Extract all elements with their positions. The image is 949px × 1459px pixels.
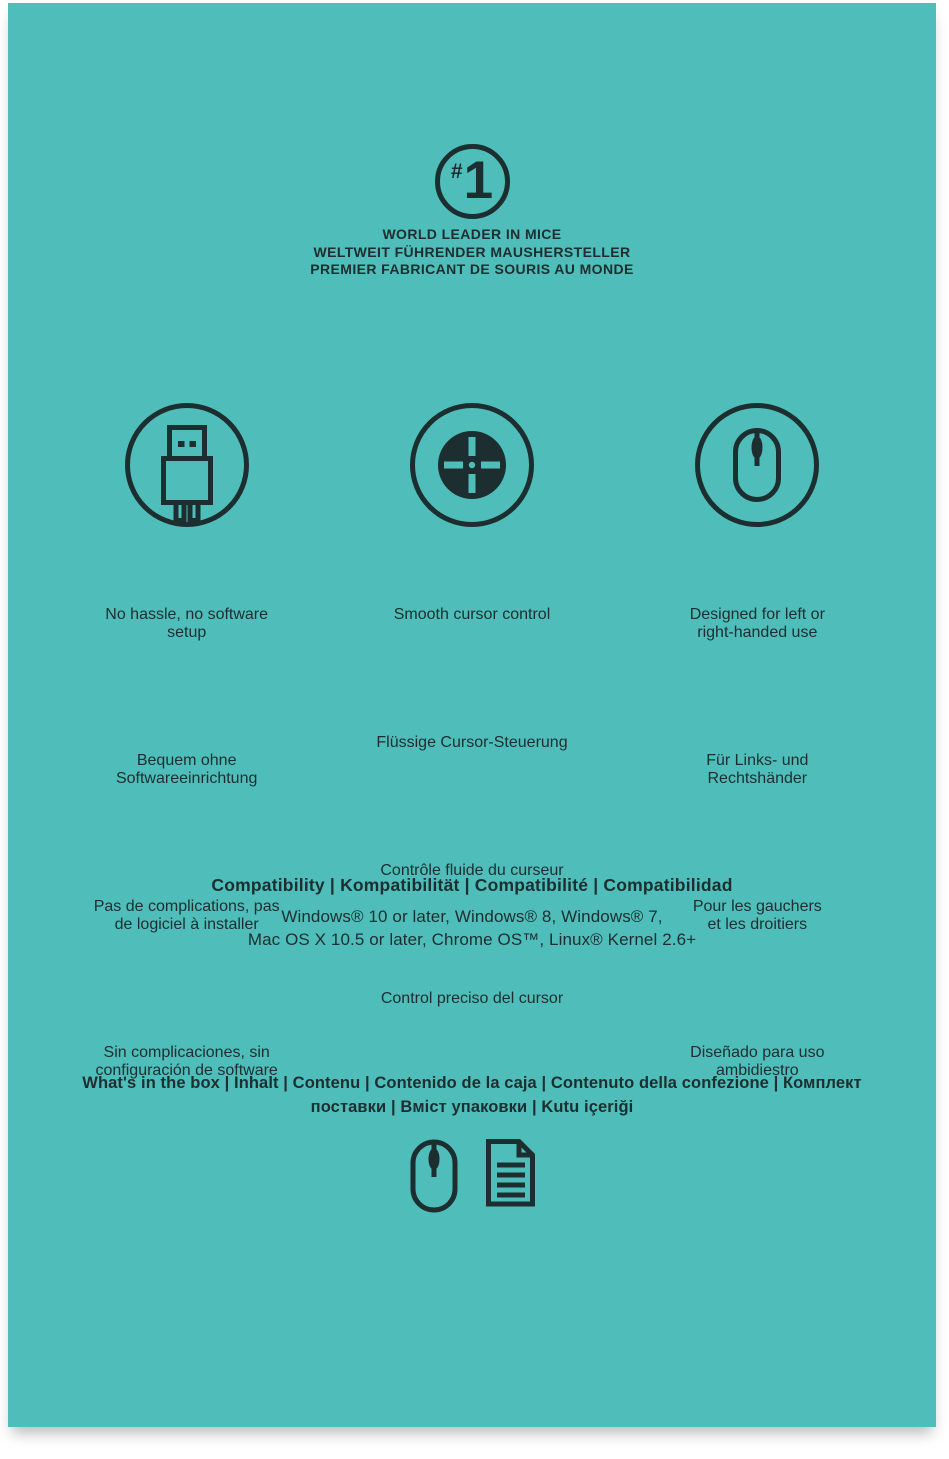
feature-smooth-cursor: Smooth cursor control Flüssige Cursor-Steuerung Contrôle fluide du curseur Control preciso del cursor bbox=[329, 401, 614, 1135]
badge-hash: # bbox=[450, 159, 463, 183]
box-contents-section bbox=[8, 1071, 936, 1119]
box-contents-heading: What's in the box | Inhalt | Contenu | Contenido de la caja | Contenuto della confezione | Комплект поставки | Вміст упаковки | Kutu içeriği bbox=[82, 1074, 862, 1116]
compatibility-heading: Compatibility | Kompatibilität | Compatibilité | Compatibilidad bbox=[211, 875, 733, 895]
features-row bbox=[44, 401, 900, 1135]
mouse-icon bbox=[409, 1139, 459, 1213]
tagline-en: WORLD LEADER IN MICE bbox=[382, 226, 562, 242]
badge-number: 1 bbox=[463, 151, 494, 210]
box-contents-icons bbox=[8, 1139, 936, 1213]
compatibility-line-2: Mac OS X 10.5 or later, Chrome OS™, Linux® Kernel 2.6+ bbox=[247, 930, 697, 949]
packaging-back-panel bbox=[8, 3, 936, 1427]
tagline-de: WELTWEIT FÜHRENDER MAUSHERSTELLER bbox=[313, 243, 631, 260]
rank-badge bbox=[8, 144, 936, 219]
feature-no-software-setup: No hassle, no software setup Bequem ohne Softwareeinrichtung Pas de complications, pas de logiciel à installer Sin complicaciones, sin configuración de software bbox=[44, 401, 329, 1135]
ambidextrous-mouse-icon bbox=[693, 401, 821, 529]
precision-cursor-icon bbox=[408, 401, 536, 529]
number-one-badge-icon bbox=[435, 144, 510, 219]
usb-plug-icon bbox=[123, 401, 251, 529]
compatibility-section bbox=[8, 875, 936, 951]
taglines bbox=[8, 226, 936, 279]
feature-ambidextrous: Designed for left or right-handed use Für Links- und Rechtshänder Pour les gauchers et les droitiers Diseñado para uso ambidiestro bbox=[615, 401, 900, 1135]
documentation-icon bbox=[484, 1139, 536, 1207]
tagline-fr: PREMIER FABRICANT DE SOURIS AU MONDE bbox=[310, 261, 634, 277]
compatibility-line-1: Windows® 10 or later, Windows® 8, Windows® 7, bbox=[281, 907, 663, 926]
